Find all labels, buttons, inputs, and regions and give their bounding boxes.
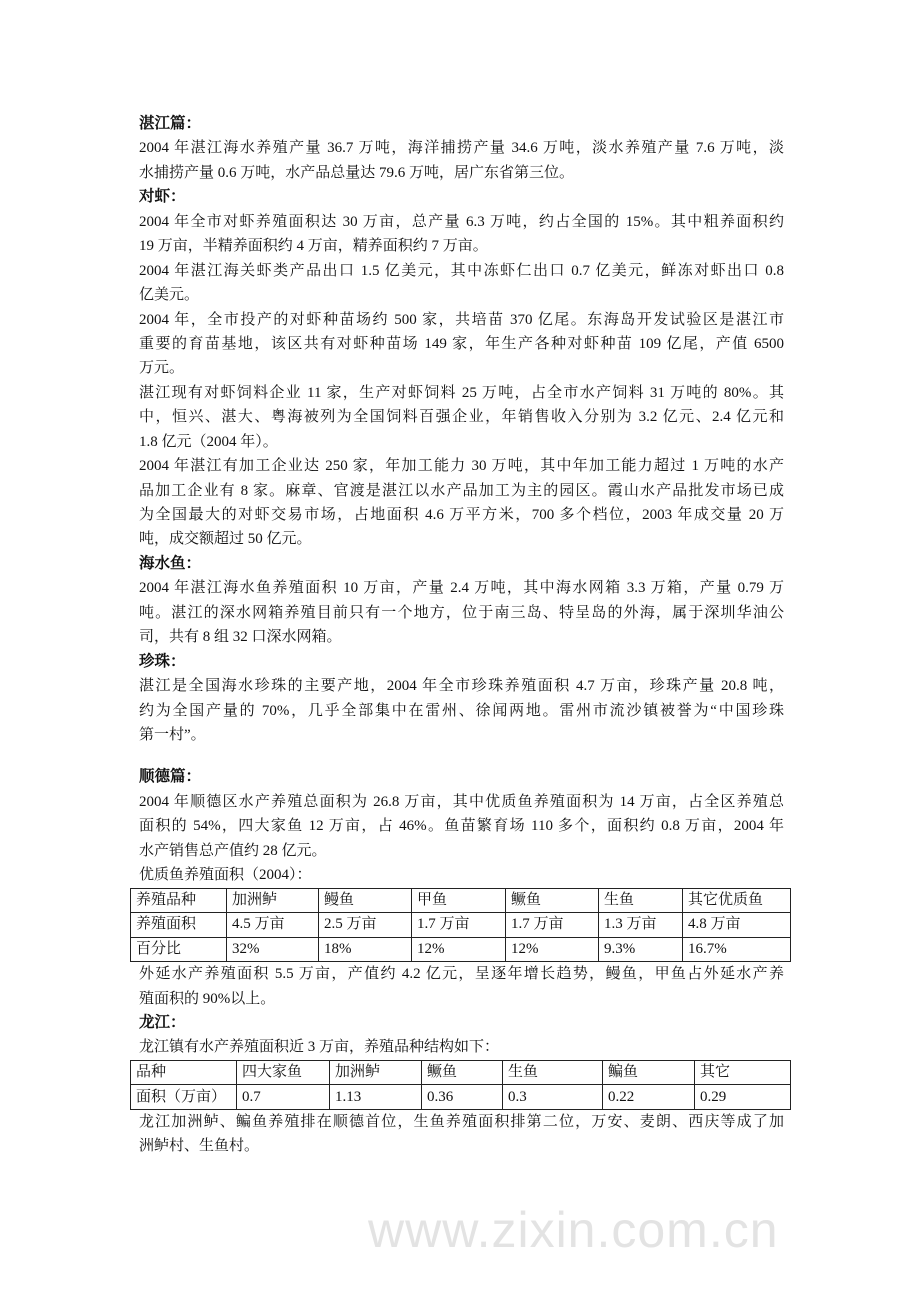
paragraph-line: 湛江现有对虾饲料企业 11 家，生产对虾饲料 25 万吨，占全市水产饲料 31 万吨的 80%。其 (139, 384, 784, 401)
watermark: www.zixin.com.cn (368, 1202, 779, 1258)
paragraph-line: 外延水产养殖面积 5.5 万亩，产值约 4.2 亿元，呈逐年增长趋势，鳗鱼，甲鱼占外延水产养 (139, 966, 784, 983)
paragraph-line: 约为全国产量的 70%，几乎全部集中在雷州、徐闻两地。雷州市流沙镇被誉为“中国珍珠 (139, 702, 784, 719)
paragraph-line: 2004 年湛江海关虾类产品出口 1.5 亿美元，其中冻虾仁出口 0.7 亿美元，鲜冻对虾出口 0.8 (139, 262, 784, 279)
table-cell: 9.3% (599, 937, 683, 962)
paragraph-line: 吨，成交额超过 50 亿元。 (139, 531, 312, 548)
table-cell: 甲鱼 (412, 888, 506, 913)
data-table (130, 1060, 791, 1110)
table-cell: 4.5 万亩 (227, 913, 319, 938)
paragraph (139, 790, 784, 863)
table-cell: 16.7% (683, 937, 791, 962)
table-cell: 四大家鱼 (237, 1060, 330, 1085)
paragraph-line: 龙江镇有水产养殖面积近 3 万亩，养殖品种结构如下： (139, 1039, 500, 1056)
table-cell: 品种 (131, 1060, 237, 1085)
paragraph-line: 优质鱼养殖面积（2004）： (139, 867, 312, 884)
table-cell: 生鱼 (503, 1060, 603, 1085)
subsection-heading: 珍珠： (139, 652, 186, 670)
table-cell: 面积（万亩） (131, 1085, 237, 1110)
subsection-heading: 龙江： (139, 1013, 186, 1031)
paragraph (139, 576, 784, 649)
paragraph (139, 454, 784, 552)
table-cell: 鳊鱼 (603, 1060, 695, 1085)
table-cell: 1.13 (330, 1085, 422, 1110)
table-cell: 1.7 万亩 (412, 913, 506, 938)
table-cell: 0.22 (603, 1085, 695, 1110)
subsection-heading: 对虾： (139, 188, 186, 206)
paragraph-line: 水捕捞产量 0.6 万吨，水产品总量达 79.6 万吨，居广东省第三位。 (139, 164, 575, 181)
paragraph-line: 2004 年，全市投产的对虾种苗场约 500 家，共培苗 370 亿尾。东海岛开发试验区是湛江市 (139, 311, 784, 328)
table-cell: 2.5 万亩 (319, 913, 412, 938)
paragraph-line: 万元。 (139, 360, 185, 377)
table-cell: 鳜鱼 (422, 1060, 503, 1085)
paragraph-line: 2004 年湛江有加工企业达 250 家，年加工能力 30 万吨，其中年加工能力超过 1 万吨的水产 (139, 458, 784, 475)
table-cell: 0.7 (237, 1085, 330, 1110)
subsection-heading: 海水鱼： (139, 554, 202, 572)
paragraph-line: 2004 年湛江海水养殖产量 36.7 万吨，海洋捕捞产量 34.6 万吨，淡水养殖产量 7.6 万吨，淡 (139, 140, 784, 157)
paragraph-line: 洲鲈村、生鱼村。 (139, 1138, 260, 1155)
table-cell: 其它 (695, 1060, 791, 1085)
table-cell: 鳜鱼 (506, 888, 599, 913)
paragraph-line: 龙江加洲鲈、鳊鱼养殖排在顺德首位，生鱼养殖面积排第二位，万安、麦朗、西庆等成了加 (139, 1113, 784, 1130)
paragraph-line: 1.8 亿元（2004 年）。 (139, 433, 278, 450)
table-cell: 4.8 万亩 (683, 913, 791, 938)
paragraph-line: 司，共有 8 组 32 口深水网箱。 (139, 629, 342, 646)
table-cell: 加洲鲈 (330, 1060, 422, 1085)
table-row (131, 913, 791, 938)
table-cell: 12% (506, 937, 599, 962)
table-cell: 12% (412, 937, 506, 962)
table-cell: 加洲鲈 (227, 888, 319, 913)
table-cell: 百分比 (131, 937, 227, 962)
table-cell: 32% (227, 937, 319, 962)
paragraph-line: 殖面积的 90%以上。 (139, 990, 276, 1007)
paragraph-line: 第一村”。 (139, 726, 206, 743)
spacer (139, 747, 784, 765)
paragraph-line: 2004 年顺德区水产养殖总面积为 26.8 万亩，其中优质鱼养殖面积为 14 万亩，占全区养殖总 (139, 793, 784, 810)
table-cell: 18% (319, 937, 412, 962)
paragraph (139, 308, 784, 381)
table-row (131, 888, 791, 913)
paragraph-line: 吨。湛江的深水网箱养殖目前只有一个地方，位于南三岛、特呈岛的外海，属于深圳华油公 (139, 604, 784, 621)
section-heading: 顺德篇： (139, 768, 202, 786)
paragraph (139, 674, 784, 747)
paragraph (139, 1035, 784, 1059)
paragraph-line: 品加工企业有 8 家。麻章、官渡是湛江以水产品加工为主的园区。霞山水产品批发市场已成 (139, 482, 784, 499)
document-body (136, 112, 784, 1159)
paragraph (139, 210, 784, 259)
paragraph (139, 381, 784, 454)
table-cell: 养殖品种 (131, 888, 227, 913)
paragraph (139, 1110, 784, 1159)
table-cell: 生鱼 (599, 888, 683, 913)
table-row (131, 937, 791, 962)
section-heading: 湛江篇： (139, 115, 202, 132)
paragraph-line: 水产销售总产值约 28 亿元。 (139, 842, 327, 859)
paragraph-line: 重要的育苗基地，该区共有对虾种苗场 149 家，年生产各种对虾种苗 109 亿尾，产值 6500 (139, 335, 784, 352)
paragraph-line: 2004 年湛江海水鱼养殖面积 10 万亩，产量 2.4 万吨，其中海水网箱 3.3 万箱，产量 0.79 万 (139, 580, 784, 597)
table-cell: 养殖面积 (131, 913, 227, 938)
table-cell: 0.3 (503, 1085, 603, 1110)
paragraph (139, 863, 784, 887)
table-row (131, 1085, 791, 1110)
table-cell: 鳗鱼 (319, 888, 412, 913)
paragraph-line: 中，恒兴、湛大、粤海被列为全国饲料百强企业，年销售收入分别为 3.2 亿元、2.4 亿元和 (139, 409, 784, 426)
data-table (130, 888, 791, 963)
table-cell: 0.29 (695, 1085, 791, 1110)
table-cell: 其它优质鱼 (683, 888, 791, 913)
paragraph-line: 19 万亩，半精养面积约 4 万亩，精养面积约 7 万亩。 (139, 238, 488, 255)
paragraph (139, 962, 784, 1011)
table-cell: 0.36 (422, 1085, 503, 1110)
paragraph-line: 面积的 54%，四大家鱼 12 万亩，占 46%。鱼苗繁育场 110 多个，面积约 0.8 万亩，2004 年 (139, 818, 784, 835)
paragraph-line: 2004 年全市对虾养殖面积达 30 万亩，总产量 6.3 万吨，约占全国的 15%。其中粗养面积约 (139, 213, 784, 230)
table-cell: 1.3 万亩 (599, 913, 683, 938)
paragraph-line: 亿美元。 (139, 287, 200, 304)
table-row (131, 1060, 791, 1085)
paragraph-line: 湛江是全国海水珍珠的主要产地，2004 年全市珍珠养殖面积 4.7 万亩，珍珠产量 20.8 吨， (139, 678, 784, 695)
table-cell: 1.7 万亩 (506, 913, 599, 938)
paragraph (139, 136, 784, 185)
paragraph-line: 为全国最大的对虾交易市场，占地面积 4.6 万平方米，700 多个档位，2003 年成交量 20 万 (139, 507, 784, 523)
paragraph (139, 259, 784, 308)
